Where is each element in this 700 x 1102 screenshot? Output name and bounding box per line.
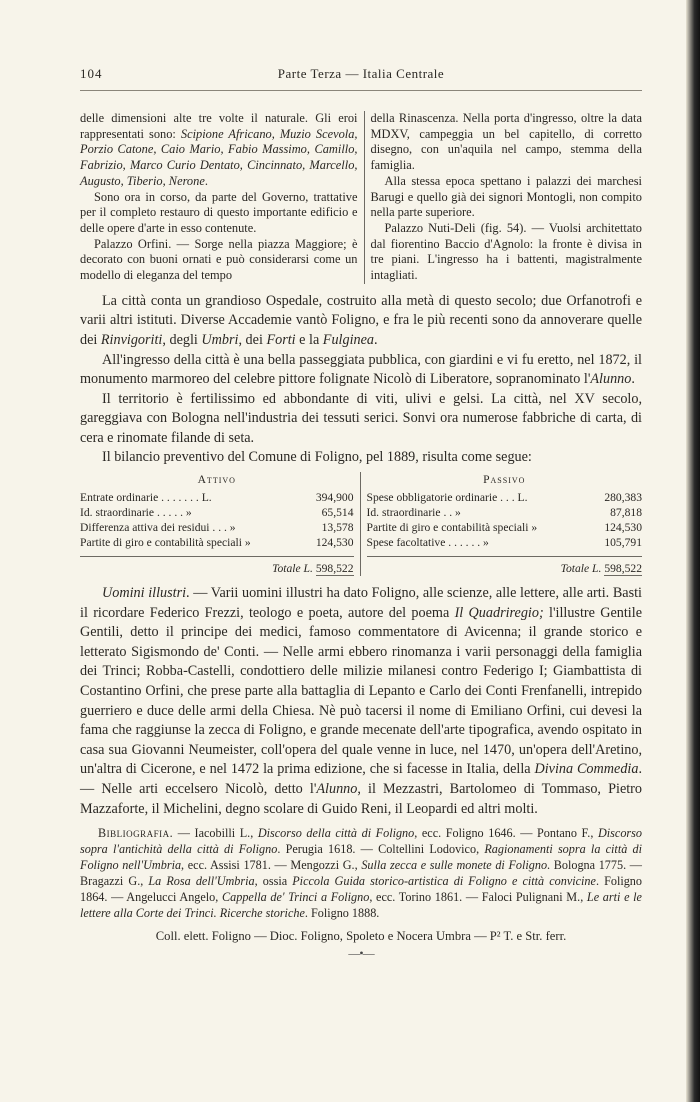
left-paragraph-3: Palazzo Orfini. — Sorge nella piazza Maggiore; è decorato con buoni ornati e può considerarsi come un modello di eleganza del tempo [80,236,358,283]
passivo-row: Partite di giro e contabilità speciali » 124,530 [366,521,642,535]
attivo-heading: Attivo [197,473,236,487]
header-rule [80,90,642,91]
right-paragraph-1: della Rinascenza. Nella porta d'ingresso, oltre la data MDXV, campeggia un bel capitello, di corretto disegno, con un'aquila nel campo, stemma della famiglia. [370,111,642,173]
attivo-row: Partite di giro e contabilità speciali » 124,530 [80,536,354,550]
page-number: 104 [80,66,103,81]
paragraph-ospedale: La città conta un grandioso Ospedale, costruito alla metà di questo secolo; due Orfanotrofi e varii altri istituti. Diverse Accademie vantò Foligno, e fra le più recenti sono da annoverare quelle dei Rinvigoriti, degli Umbri, dei Forti e la Fulginea. [80,292,642,348]
paragraph-uomini-illustri: Uomini illustri. — Varii uomini illustri ha dato Foligno, alle scienze, alle lettere, alle arti. Basti il ricordare Federico Frezzi, teologo e poeta, autore del poema Il Quadriregio; l'illustre Gentile Gentili, detto il principe dei medici, famoso commentatore di Avicenna; il grande storico e letterato Sigismondo de' Conti. — Nelle armi ebbero rinomanza i varii personaggi della famiglia dei Trinci; Robba-Castelli, condottiero delle milizie milanesi contro Federigo I; Giambattista di Costantino Orfini, che prese parte alla battaglia di Lepanto e Carlo dei Conti Frenfanelli, intrepido guerriero e duce delle armi della Chiesa. Nè può tacersi il nome di Emiliano Orfini, cui devesi la fama che raggiunse la zecca di Foligno, e grande mecenate dell'arte tipografica, avendo ospitato in casa sua Giovanni Neumeister, coll'opera del quale venne in luce, nel 1470, un'opera dell'Aretino, un'altra di Cicerone, e nel 1472 la prima edizione, che si facesse in Italia, della Divina Commedia. — Nelle arti eccelsero Nicolò, detto l'Alunno, il Mezzastri, Bartolomeo di Tommaso, Pietro Mazzaforte, il Michelini, degno scolare di Guido Reni, il Leopardi ed altri molti. [80,585,642,817]
passivo-heading: Passivo [483,473,526,487]
attivo-row: Id. straordinarie . . . . . » 65,514 [80,506,354,520]
main-text [80,292,642,468]
passivo-row: Spese facoltative . . . . . . » 105,791 [366,536,642,550]
attivo-row: Entrate ordinarie . . . . . . . L. 394,900 [80,491,354,505]
two-column-section [80,111,642,284]
passivo-column [360,472,643,576]
footer-line: Coll. elett. Foligno — Dioc. Foligno, Spoleto e Nocera Umbra — P² T. e Str. ferr. [155,929,567,944]
page-edge-shadow [686,0,700,1102]
attivo-column [80,472,360,576]
budget-table [80,472,642,576]
passivo-total: Totale L. 598,522 [367,556,643,576]
passivo-row: Spese obbligatorie ordinarie . . . L. 280,383 [366,491,642,505]
paragraph-passeggiata: All'ingresso della città è una bella passeggiata pubblica, con giardini e vi fu eretto, nel 1872, il monumento marmoreo del celebre pittore folignate Nicolò di Liberatore, sopranominato l'Alunno. [80,351,642,388]
left-column [80,111,364,284]
attivo-total: Totale L. 598,522 [80,556,354,576]
right-paragraph-2: Alla stessa epoca spettano i palazzi dei marchesi Barugi e quello già dei signori Montogli, non compito nella parte superiore. [370,173,642,220]
running-header [80,60,642,82]
right-column [364,111,643,284]
paragraph-territorio: Il territorio è fertilissimo ed abbondante di viti, ulivi e gelsi. La città, nel XV secolo, gareggiava con Bologna nell'industria dei tessuti serici. Sonvi ora numerose fabbriche di carta, di cera e rinomate filande di seta. [80,390,642,446]
attivo-row: Differenza attiva dei residui . . . » 13,578 [80,521,354,535]
end-ornament: —•— [348,946,374,961]
running-title: Parte Terza — Italia Centrale [277,66,445,81]
uomini-illustri-section [80,584,642,819]
left-paragraph-1: delle dimensioni alte tre volte il naturale. Gli eroi rappresentati sono: Scipione Africano, Muzio Scevola, Porzio Catone, Caio Mario, Fabio Massimo, Camillo, Fabrizio, Marco Curio Dentato, Cincinnato, Marcello, Augusto, Tiberio, Nerone. [80,111,358,188]
passivo-row: Id. straordinarie . . » 87,818 [366,506,642,520]
right-paragraph-3: Palazzo Nuti-Deli (fig. 54). — Vuolsi architettato dal fiorentino Baccio d'Agnolo: la fronte è divisa in tre piani. L'ingresso ha i battenti, magistralmente intagliati. [370,220,642,283]
left-paragraph-2: Sono ora in corso, da parte del Governo, trattative per il completo restauro di questo importante edificio e delle opere d'arte in esso contenute. [80,189,358,235]
bibliography: Bibliografia. — Iacobilli L., Discorso della città di Foligno, ecc. Foligno 1646. — Pontano F., Discorso sopra l'antichità della città di Foligno. Perugia 1618. — Coltellini Lodovico, Ragionamenti sopra la città di Foligno nell'Umbria, ecc. Assisi 1781. — Mengozzi G., Sulla zecca e sulle monete di Foligno. Bologna 1775. — Bragazzi G., La Rosa dell'Umbria, ossia Piccola Guida storico-artistica di Foligno e città convicine. Foligno 1864. — Angelucci Angelo, Cappella de' Trinci a Foligno, ecc. Torino 1861. — Faloci Pulignani M., Le arti e le lettere alla Corte dei Trinci. Ricerche storiche. Foligno 1888. [80,826,642,921]
book-page [80,60,642,961]
paragraph-bilancio-intro: Il bilancio preventivo del Comune di Foligno, pel 1889, risulta come segue: [102,449,532,466]
